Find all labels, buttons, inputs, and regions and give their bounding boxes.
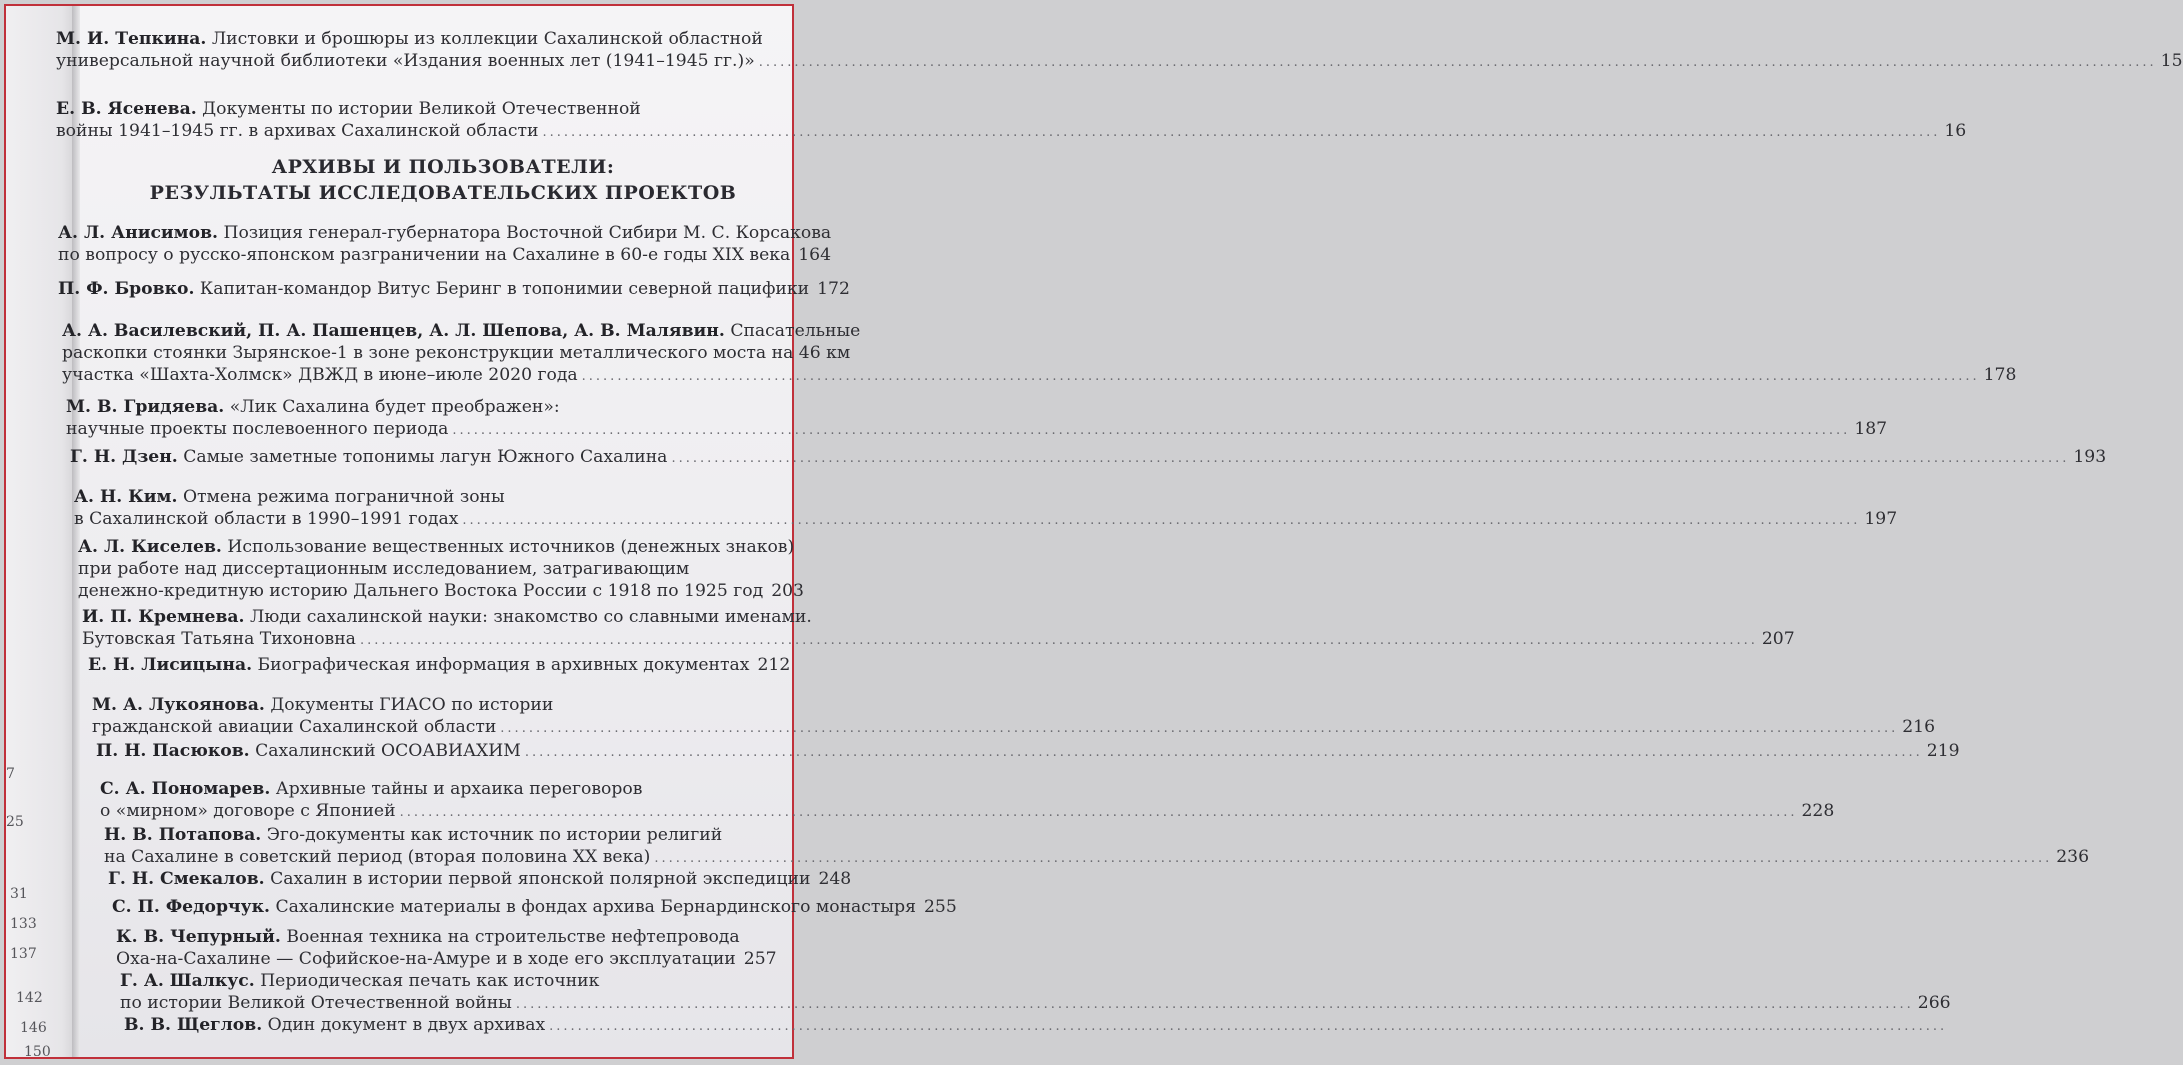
entry-author: А. Л. Киселев.	[78, 537, 222, 557]
toc-entry	[74, 486, 1898, 532]
entry-author: А. Н. Ким.	[74, 487, 178, 507]
leader-dots	[582, 366, 1980, 388]
entry-page: 187	[1854, 419, 1888, 439]
entry-author: С. А. Пономарев.	[100, 779, 271, 799]
left-page-number: 146	[20, 1020, 47, 1036]
entry-page: 16	[1944, 121, 1967, 141]
entry-title-line: раскопки стоянки Зырянское-1 в зоне реконструкции металлического моста на 46 км	[62, 343, 851, 363]
toc-entry	[56, 98, 1967, 144]
toc-entry	[116, 926, 777, 972]
entry-title-line: Периодическая печать как источник	[260, 971, 600, 991]
photo-frame	[4, 4, 2183, 1060]
entry-title-line: Документы по истории Великой Отечественной	[202, 99, 641, 119]
section-title: РЕЗУЛЬТАТЫ ИССЛЕДОВАТЕЛЬСКИХ ПРОЕКТОВ	[149, 182, 737, 204]
toc-entry	[78, 536, 804, 604]
leader-dots	[462, 510, 1860, 532]
entry-author: И. П. Кремнева.	[82, 607, 245, 627]
entry-author: Г. Н. Смекалов.	[108, 869, 265, 889]
entry-page: 266	[1917, 993, 1951, 1013]
toc-entry	[70, 446, 2107, 470]
toc-entry	[104, 824, 2090, 870]
entry-title-line: Листовки и брошюры из коллекции Сахалинской областной	[211, 29, 763, 49]
left-page-number: 7	[6, 766, 15, 782]
entry-page: 236	[2056, 847, 2090, 867]
toc-entry	[120, 970, 1951, 1016]
leader-dots	[400, 802, 1798, 824]
leader-dots	[500, 718, 1898, 740]
entry-page: 193	[2073, 447, 2107, 467]
entry-title-line: Спасательные	[730, 321, 861, 341]
entry-page: 212	[757, 655, 791, 675]
entry-author: М. И. Тепкина.	[56, 29, 207, 49]
entry-title-line: Сахалин в истории первой японской полярной экспедиции	[270, 869, 811, 889]
entry-author: Е. В. Ясенева.	[56, 99, 197, 119]
entry-page: 216	[1902, 717, 1936, 737]
entry-title-line: Бутовская Татьяна Тихоновна	[82, 629, 356, 649]
entry-page: 197	[1864, 509, 1898, 529]
entry-page: 164	[798, 245, 832, 265]
toc-entry	[100, 778, 1835, 824]
entry-title-line: Один документ в двух архивах	[267, 1015, 546, 1035]
toc-entry	[108, 868, 852, 892]
toc-entry	[62, 320, 2017, 388]
entry-page: 15	[2160, 51, 2183, 71]
entry-author: Г. Н. Дзен.	[70, 447, 178, 467]
leader-dots	[360, 630, 1758, 652]
toc-entry	[58, 278, 850, 302]
entry-title-line: Оха-на-Сахалине — Софийское-на-Амуре и в ходе его эксплуатации	[116, 949, 736, 969]
leader-dots	[671, 448, 2069, 470]
entry-title-line: Документы ГИАСО по истории	[270, 695, 554, 715]
entry-title-line: Отмена режима пограничной зоны	[182, 487, 505, 507]
left-page-number: 25	[6, 814, 24, 830]
toc-entry	[92, 694, 1936, 740]
entry-title-line: Самые заметные топонимы лагун Южного Сахалина	[183, 447, 668, 467]
left-page-number: 142	[16, 990, 43, 1006]
entry-title-line: научные проекты послевоенного периода	[66, 419, 449, 439]
entry-author: Г. А. Шалкус.	[120, 971, 255, 991]
entry-author: П. Н. Пасюков.	[96, 741, 250, 761]
toc-entry	[56, 28, 2183, 74]
entry-title-line: по истории Великой Отечественной войны	[120, 993, 512, 1013]
section-title: АРХИВЫ И ПОЛЬЗОВАТЕЛИ:	[271, 156, 615, 178]
entry-title-line: денежно-кредитную историю Дальнего Востока России с 1918 по 1925 год	[78, 581, 764, 601]
entry-page: 228	[1801, 801, 1835, 821]
entry-title-line: универсальной научной библиотеки «Издания военных лет (1941–1945 гг.)»	[56, 51, 755, 71]
entry-title-line: участка «Шахта-Холмск» ДВЖД в июне–июле 2020 года	[62, 365, 578, 385]
leader-dots	[516, 994, 1914, 1016]
entry-author: А. Л. Анисимов.	[58, 223, 218, 243]
leader-dots	[452, 420, 1850, 442]
toc-entry	[66, 396, 1888, 442]
entry-author: М. В. Гридяева.	[66, 397, 225, 417]
entry-title-line: Сахалинские материалы в фондах архива Бернардинского монастыря	[275, 897, 916, 917]
entry-author: М. А. Лукоянова.	[92, 695, 265, 715]
left-page-number: 137	[10, 946, 37, 962]
leader-dots	[654, 848, 2052, 870]
entry-author: А. А. Василевский, П. А. Пашенцев, А. Л. Шепова, А. В. Малявин.	[62, 321, 725, 341]
entry-title-line: о «мирном» договоре с Японией	[100, 801, 396, 821]
entry-title-line: «Лик Сахалина будет преображен»:	[229, 397, 560, 417]
left-page-edge	[6, 6, 76, 1060]
entry-page: 203	[771, 581, 804, 601]
entry-page: 219	[1926, 741, 1960, 761]
entry-title-line: Эго-документы как источник по истории религий	[266, 825, 723, 845]
entry-title-line: Капитан-командор Витус Беринг в топонимии северной пацифики	[199, 279, 810, 299]
entry-author: Е. Н. Лисицына.	[88, 655, 253, 675]
entry-author: К. В. Чепурный.	[116, 927, 281, 947]
entry-title-line: при работе над диссертационным исследованием, затрагивающим	[78, 559, 690, 579]
entry-title-line: Позиция генерал-губернатора Восточной Сибири М. С. Корсакова	[223, 223, 832, 243]
entry-page: 172	[817, 279, 850, 299]
entry-page: 248	[818, 869, 852, 889]
left-page-number: 133	[10, 916, 37, 932]
leader-dots	[525, 742, 1923, 764]
entry-page: 255	[923, 897, 957, 917]
left-page-number: 150	[24, 1044, 51, 1060]
toc-entry	[124, 1014, 764, 1038]
leader-dots	[759, 52, 2157, 74]
entry-title-line: гражданской авиации Сахалинской области	[92, 717, 497, 737]
toc-entry	[88, 654, 791, 678]
entry-title-line: Архивные тайны и архаика переговоров	[275, 779, 643, 799]
entry-title-line: Люди сахалинской науки: знакомство со славными именами.	[249, 607, 812, 627]
toc-entry	[58, 222, 832, 268]
leader-dots	[549, 1016, 1947, 1038]
entry-title-line: Сахалинский ОСОАВИАХИМ	[255, 741, 521, 761]
entry-title-line: Биографическая информация в архивных документах	[257, 655, 750, 675]
entry-title-line: на Сахалине в советский период (вторая половина XX века)	[104, 847, 651, 867]
entry-title-line: Военная техника на строительстве нефтепровода	[286, 927, 740, 947]
entry-page: 207	[1761, 629, 1795, 649]
entry-title-line: в Сахалинской области в 1990–1991 годах	[74, 509, 459, 529]
entry-author: Н. В. Потапова.	[104, 825, 262, 845]
toc-entry	[82, 606, 1795, 652]
leader-dots	[542, 122, 1940, 144]
left-page-number: 31	[10, 886, 28, 902]
entry-title-line: Использование вещественных источников (денежных знаков)	[227, 537, 795, 557]
entry-author: В. В. Щеглов.	[124, 1015, 263, 1035]
entry-title-line: по вопросу о русско-японском разграничении на Сахалине в 60-е годы XIX века	[58, 245, 791, 265]
entry-author: С. П. Федорчук.	[112, 897, 271, 917]
entry-page: 178	[1983, 365, 2017, 385]
entry-page: 257	[743, 949, 777, 969]
toc-entry	[96, 740, 1960, 764]
entry-title-line: войны 1941–1945 гг. в архивах Сахалинской области	[56, 121, 539, 141]
entry-author: П. Ф. Бровко.	[58, 279, 195, 299]
toc-entry	[112, 896, 957, 920]
